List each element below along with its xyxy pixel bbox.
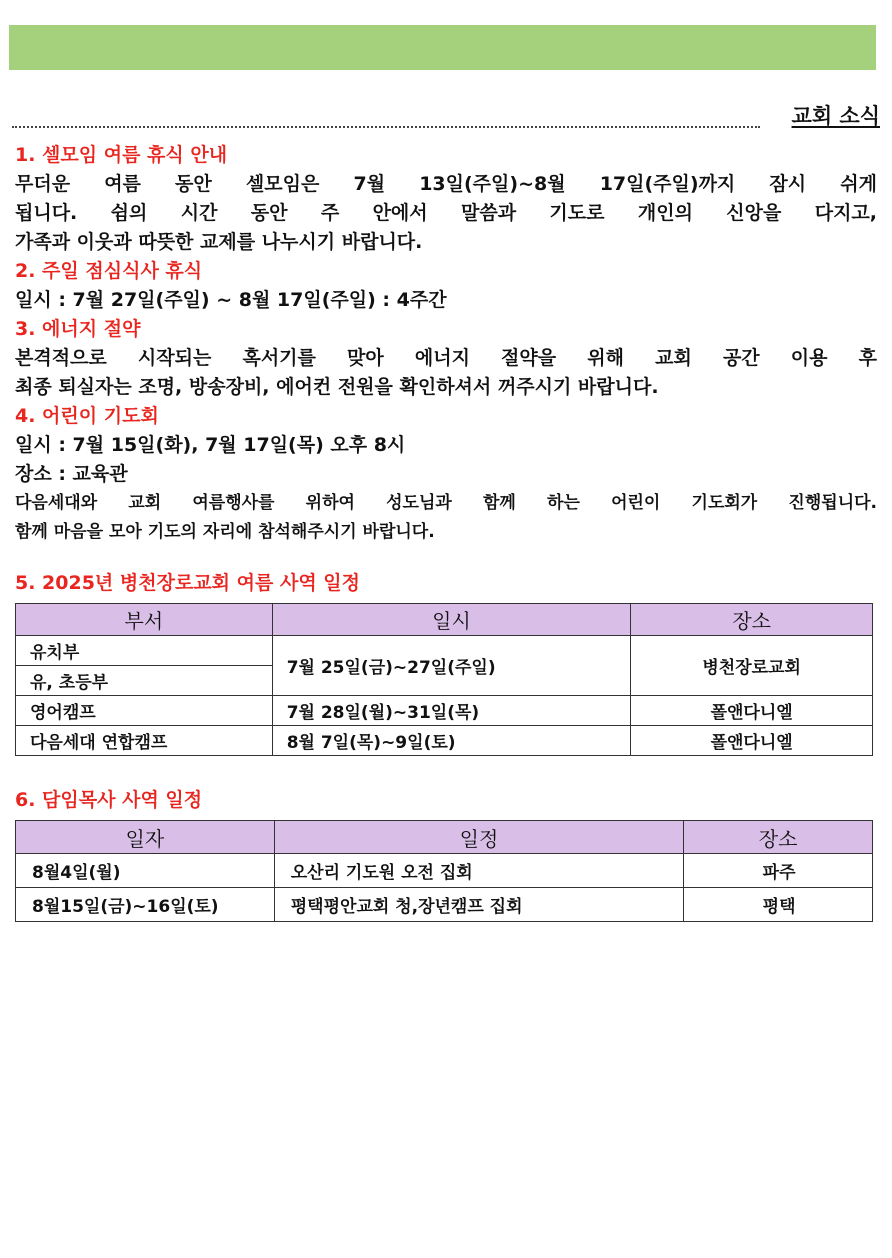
notice-3-line-2: 최종 퇴실자는 조명, 방송장비, 에어컨 전원을 확인하셔서 꺼주시기 바랍니다. bbox=[15, 376, 659, 398]
table-header: 일정 bbox=[274, 821, 683, 854]
table-row bbox=[16, 636, 873, 666]
dept-cell: 다음세대 연합캠프 bbox=[16, 726, 273, 756]
date-cell: 8월15일(금)~16일(토) bbox=[16, 888, 275, 922]
event-cell: 평택평안교회 청,장년캠프 집회 bbox=[274, 888, 683, 922]
dept-cell: 영어캠프 bbox=[16, 696, 273, 726]
pastor-schedule-title: 6. 담임목사 사역 일정 bbox=[15, 789, 203, 811]
notice-4-line-2: 장소 : 교육관 bbox=[15, 463, 128, 485]
table-row bbox=[16, 726, 873, 756]
notice-1-line-1: 무더운 여름 동안 셀모임은 7월 13일(주일)~8월 17일(주일)까지 잠시 쉬게 bbox=[15, 173, 877, 195]
dotted-divider bbox=[12, 126, 760, 128]
place-cell: 평택 bbox=[684, 888, 873, 922]
summer-schedule-title: 5. 2025년 병천장로교회 여름 사역 일정 bbox=[15, 572, 360, 594]
dept-cell: 유치부 bbox=[16, 636, 273, 666]
notice-3-title: 3. 에너지 절약 bbox=[15, 318, 141, 340]
notice-4-title: 4. 어린이 기도회 bbox=[15, 405, 159, 427]
notice-4-small-1: 다음세대와 교회 여름행사를 위하여 성도님과 함께 하는 어린이 기도회가 진행됩니다. bbox=[15, 493, 877, 513]
dept-cell: 유, 초등부 bbox=[16, 666, 273, 696]
place-cell: 병천장로교회 bbox=[631, 636, 873, 696]
header-bar bbox=[9, 25, 876, 70]
summer-schedule-table bbox=[15, 603, 873, 756]
table-header: 장소 bbox=[631, 604, 873, 636]
notice-4-line-1: 일시 : 7월 15일(화), 7월 17일(목) 오후 8시 bbox=[15, 434, 406, 456]
date-cell: 8월 7일(목)~9일(토) bbox=[272, 726, 631, 756]
table-header: 장소 bbox=[684, 821, 873, 854]
table-header: 일자 bbox=[16, 821, 275, 854]
place-cell: 파주 bbox=[684, 854, 873, 888]
table-header: 부서 bbox=[16, 604, 273, 636]
notice-3-line-1: 본격적으로 시작되는 혹서기를 맞아 에너지 절약을 위해 교회 공간 이용 후 bbox=[15, 347, 877, 369]
date-cell: 7월 25일(금)~27일(주일) bbox=[272, 636, 631, 696]
notice-1-line-2: 됩니다. 쉼의 시간 동안 주 안에서 말씀과 기도로 개인의 신앙을 다지고, bbox=[15, 202, 877, 224]
place-cell: 폴앤다니엘 bbox=[631, 726, 873, 756]
section-title: 교회 소식 bbox=[791, 104, 880, 128]
place-cell: 폴앤다니엘 bbox=[631, 696, 873, 726]
pastor-schedule-table bbox=[15, 820, 873, 922]
date-cell: 7월 28일(월)~31일(목) bbox=[272, 696, 631, 726]
notice-2-title: 2. 주일 점심식사 휴식 bbox=[15, 260, 203, 282]
notice-content bbox=[15, 141, 877, 922]
date-cell: 8월4일(월) bbox=[16, 854, 275, 888]
table-row bbox=[16, 696, 873, 726]
table-row bbox=[16, 888, 873, 922]
event-cell: 오산리 기도원 오전 집회 bbox=[274, 854, 683, 888]
notice-1-line-3: 가족과 이웃과 따뜻한 교제를 나누시기 바랍니다. bbox=[15, 231, 423, 253]
notice-1-title: 1. 셀모임 여름 휴식 안내 bbox=[15, 144, 228, 166]
table-row bbox=[16, 854, 873, 888]
notice-2-line-1: 일시 : 7월 27일(주일) ~ 8월 17일(주일) : 4주간 bbox=[15, 289, 447, 311]
notice-4-small-2: 함께 마음을 모아 기도의 자리에 참석해주시기 바랍니다. bbox=[15, 522, 435, 542]
table-header: 일시 bbox=[272, 604, 631, 636]
